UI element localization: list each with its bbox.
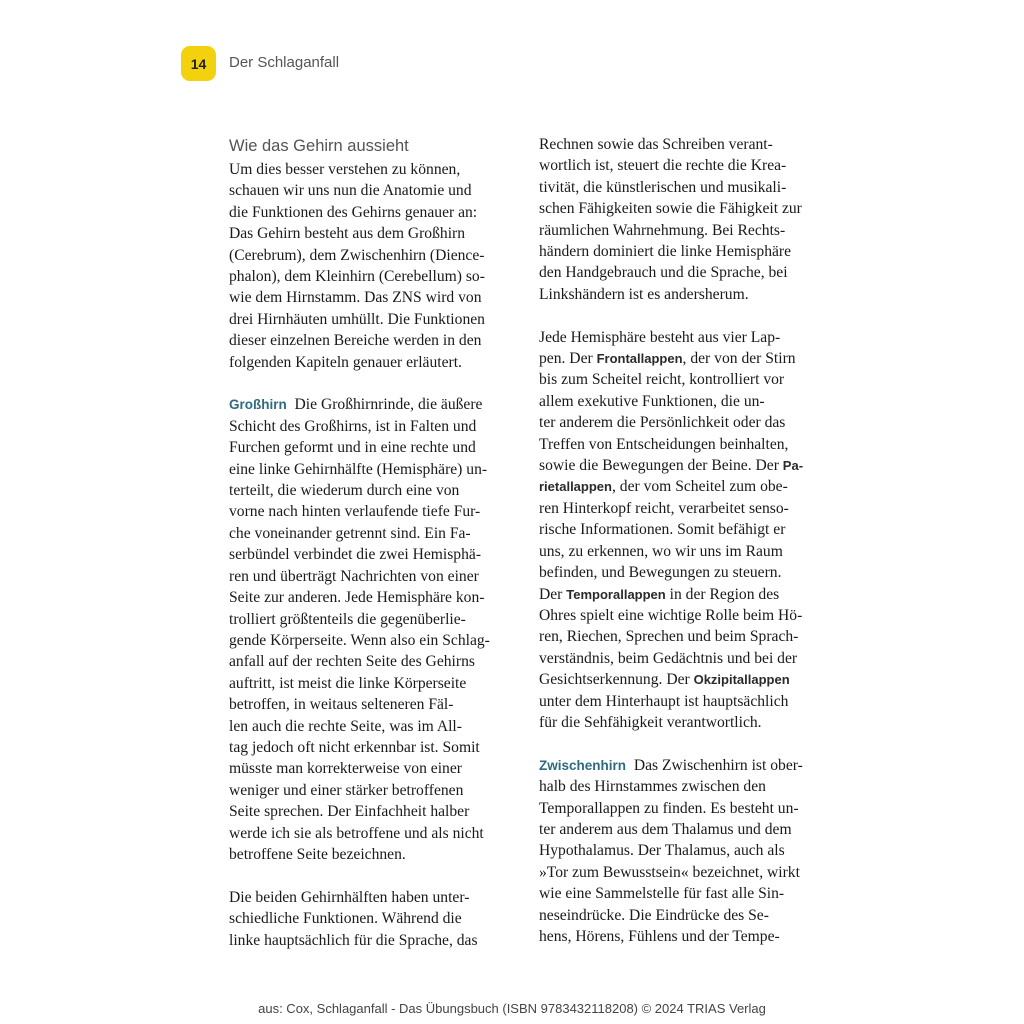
lappen-paragraph xyxy=(539,327,835,734)
lappen-text-4: in der Region des Ohres spielt eine wichtige Rolle beim Hö- ren, Riechen, Sprechen und beim Sprach- verständnis, beim Gedächtnis und bei der Gesichtserkennung. Der xyxy=(539,585,803,689)
term-okzipitallappen: Okzipitallappen xyxy=(693,672,790,688)
lappen-text-1: Jede Hemisphäre besteht aus vier Lap- pen. Der xyxy=(539,328,781,368)
grosshirn-paragraph xyxy=(229,394,525,865)
left-column xyxy=(229,134,525,951)
section-title: Wie das Gehirn aussieht xyxy=(229,137,409,155)
zwischenhirn-paragraph xyxy=(539,755,835,948)
term-frontallappen: Frontallappen xyxy=(596,351,683,367)
page-number-badge xyxy=(181,46,216,81)
zwischenhirn-runin-heading: Zwischenhirn xyxy=(539,757,627,773)
lappen-text-5: unter dem Hinterhaupt ist hauptsächlich für die Sehfähigkeit verantwortlich. xyxy=(539,692,789,731)
haelften-paragraph: Die beiden Gehirnhälften haben unter- schiedliche Funktionen. Während die linke hauptsächlich für die Sprache, das xyxy=(229,888,478,949)
grosshirn-first-line: Die Großhirnrinde, die äußere xyxy=(294,396,483,414)
running-title: Der Schlaganfall xyxy=(229,54,340,71)
zwischenhirn-body: halb des Hirnstammes zwischen den Temporallappen zu finden. Es besteht un- ter anderem aus dem Thalamus und dem Hypothalamus. Der Thalamus, auch als »Tor zum Bewusstsein« bezeichnet, wirkt wie eine Sammelstelle für fast alle Sin- neseindrücke. Die Eindrücke des Se- hens, Hörens, Fühlens und der Tempe- xyxy=(539,778,800,945)
page-number: 14 xyxy=(190,55,207,72)
intro-paragraph: Um dies besser verstehen zu können, schauen wir uns nun die Anatomie und die Funktionen des Gehirns genauer an: Das Gehirn besteht aus dem Großhirn (Cerebrum), dem Zwischenhirn (Dience- phalon), dem Kleinhirn (Cerebellum) so- wie dem Hirnstamm. Das ZNS wird von drei Hirnhäuten umhüllt. Die Funktionen dieser einzelnen Bereiche werden in den folgenden Kapiteln genauer erläutert. xyxy=(229,161,485,371)
footer-citation: aus: Cox, Schlaganfall - Das Übungsbuch (ISBN 9783432118208) © 2024 TRIAS Verlag xyxy=(258,1001,766,1016)
grosshirn-body: Schicht des Großhirns, ist in Falten und Furchen geformt und in eine rechte und eine linke Gehirnhälfte (Hemisphäre) un- terteilt, die wiederum durch eine von vorne nach hinten verlaufende tiefe Fur- che voneinander getrennt sind. Ein Fa- serbündel verbindet die zwei Hemisphä- ren und überträgt Nachrichten von einer Seite zur anderen. Jede Hemisphäre kon- trolliert größtenteils die gegenüberlie- gende Körperseite. Wenn also ein Schlag- anfall auf der rechten Seite des Gehirns auftritt, ist meist die linke Körperseite betroffen, in weitaus selteneren Fäl- len auch die rechte Seite, was im All- tag jedoch oft nicht erkennbar ist. Somit müsste man korrekterweise von einer weniger und einer stärker betroffenen Seite sprechen. Der Einfachheit halber werde ich sie als betroffene und als nicht betroffene Seite bezeichnen. xyxy=(229,417,490,863)
right-column xyxy=(539,134,835,947)
term-parietallappen-part1: Pa- xyxy=(782,458,804,474)
term-parietallappen-part2: rietallappen xyxy=(539,479,612,495)
zwischenhirn-first-line: Das Zwischenhirn ist ober- xyxy=(633,756,803,774)
grosshirn-runin-heading: Großhirn xyxy=(229,397,287,413)
term-temporallappen: Temporallappen xyxy=(566,586,666,602)
continuation-paragraph: Rechnen sowie das Schreiben verant- wortlich ist, steuert die rechte die Krea- tivität, die künstlerischen und musikali- schen Fähigkeiten sowie die Fähigkeit zur räumlichen Wahrnehmung. Bei Rechts- händern dominiert die linke Hemisphäre den Handgebrauch und die Sprache, bei Linkshändern ist es andersherum. xyxy=(539,136,802,303)
lappen-text-2: , der von der Stirn bis zum Scheitel reicht, kontrolliert vor allem exekutive Funktionen, die un- ter anderem die Persönlichkeit oder das Treffen von Entscheidungen beinhalten, sowie die Bewegungen der Beine. Der xyxy=(539,350,796,475)
lappen-text-3: , der vom Scheitel zum obe- ren Hinterkopf reicht, verarbeitet senso- rische Informationen. Somit befähigt er uns, zu erkennen, wo wir uns im Raum befinden, und Bewegungen zu steuern. Der xyxy=(539,478,789,603)
